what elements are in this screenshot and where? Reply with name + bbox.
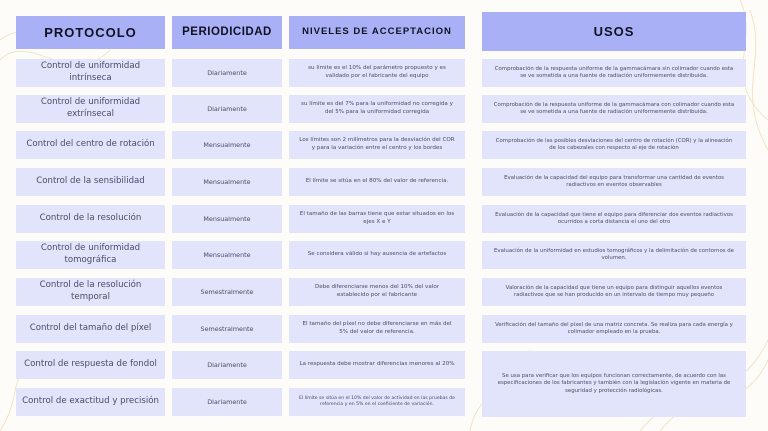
row-3-periodicidad: Mensualmente: [172, 131, 282, 159]
row-7-protocolo: Control de la resolución temporal: [16, 278, 165, 306]
row-8-usos: Verificación del tamaño del píxel de una matriz concreta. Se realiza para cada energía y colimador empleado en la prueba.: [482, 315, 746, 343]
row-1-protocolo: Control de uniformidad intrínseca: [16, 59, 165, 87]
header-niveles: NIVELES DE ACCEPTACION: [289, 16, 465, 49]
row-7-usos: Valoración de la capacidad que tiene un equipo para distinguir aquellos eventos radiactivos que se han producido en un intervalo de tiempo muy pequeño: [482, 278, 746, 306]
header-protocolo: PROTOCOLO: [16, 16, 165, 49]
row-10-niveles: El límite se sitúa en el 10% del valor de actividad en las pruebas de referencia y en 5% en el coeficiente de variación.: [289, 388, 465, 416]
header-usos: USOS: [482, 12, 746, 51]
row-3-niveles: Los límites son 2 milímetros para la desviación del COR y para la variación entre el centro y los bordes: [289, 131, 465, 159]
row-9-niveles: La respuesta debe mostrar diferencias menores al 20%: [289, 351, 465, 379]
row-1-periodicidad: Diariamente: [172, 59, 282, 87]
row-9-periodicidad: Diariamente: [172, 351, 282, 379]
row-5-niveles: El tamaño de las barras tiene que estar situados en los ejes X e Y: [289, 205, 465, 233]
row-6-usos: Evaluación de la uniformidad en estudios tomográficos y la delimitación de contornos de volumen.: [482, 241, 746, 269]
row-8-niveles: El tamaño del píxel no debe diferenciarse en más del 5% del valor de referencia.: [289, 315, 465, 343]
row-5-periodicidad: Mensualmente: [172, 205, 282, 233]
row-10-protocolo: Control de exactitud y precisión: [16, 388, 165, 416]
row-6-niveles: Se considera válido si hay ausencia de artefactos: [289, 241, 465, 269]
row-7-niveles: Debe diferenciarse menos del 10% del valor establecido por el fabricante: [289, 278, 465, 306]
row-3-protocolo: Control del centro de rotación: [16, 131, 165, 159]
row-8-periodicidad: Semestralmente: [172, 315, 282, 343]
row-5-usos: Evaluación de la capacidad que tiene el equipo para diferenciar dos eventos radiactivos ocurridos a corta distancia el uno del otro: [482, 205, 746, 233]
row-5-protocolo: Control de la resolución: [16, 205, 165, 233]
row-7-periodicidad: Semestralmente: [172, 278, 282, 306]
row-6-periodicidad: Mensualmente: [172, 241, 282, 269]
row-2-niveles: su límite es del 7% para la uniformidad no corregida y del 5% para la uniformidad corregida: [289, 95, 465, 123]
row-2-protocolo: Control de uniformidad extrínsecal: [16, 95, 165, 123]
row-8-protocolo: Control del tamaño del píxel: [16, 315, 165, 343]
row-2-usos: Comprobación de la respuesta uniforme de la gammacámara con colimador cuando esta se ve sometida a una fuente de radiación uniformemente distribuida.: [482, 95, 746, 123]
row-4-usos: Evaluación de la capacidad del equipo para transformar una cantidad de eventos radiactivos en eventos observables: [482, 168, 746, 196]
row-10-periodicidad: Diariamente: [172, 388, 282, 416]
row-4-periodicidad: Mensualmente: [172, 168, 282, 196]
row-4-niveles: El límite se sitúa en el 80% del valor de referencia.: [289, 168, 465, 196]
row-9-10-usos: Se usa para verificar que los equipos funcionan correctamente, de acuerdo con las especificaciones de los fabricantes y también con la legislación vigente en materia de seguridad y protección radiológicas.: [482, 351, 746, 417]
header-periodicidad: PERIODICIDAD: [172, 16, 282, 49]
row-3-usos: Comprobación de las posibles desviaciones del centro de rotación (COR) y la alineación de los cabezales con respecto al eje de rotación: [482, 131, 746, 159]
row-9-protocolo: Control de respuesta de fondol: [16, 351, 165, 379]
row-1-usos: Comprobación de la respuesta uniforme de la gammacámara sin colimador cuando esta se ve sometida a una fuente de radiación uniformemente distribuida.: [482, 59, 746, 87]
row-2-periodicidad: Diariamente: [172, 95, 282, 123]
row-4-protocolo: Control de la sensibilidad: [16, 168, 165, 196]
row-1-niveles: su límite es el 10% del parámetro propuesto y es validado por el fabricante del equipo: [289, 59, 465, 87]
row-6-protocolo: Control de uniformidad tomográfica: [16, 241, 165, 269]
